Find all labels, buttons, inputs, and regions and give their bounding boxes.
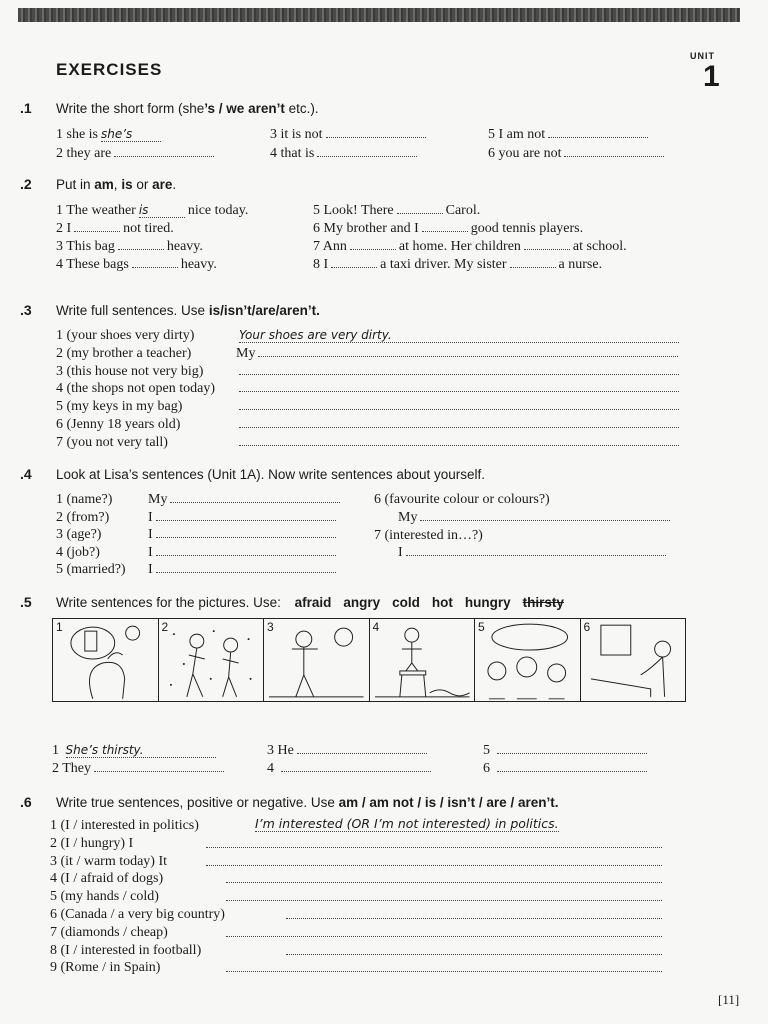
answer-line[interactable] <box>286 918 662 919</box>
item-prompt: (I / interested in football) <box>60 942 202 958</box>
item-text: at home. Her children <box>398 239 521 254</box>
item-number: 7 <box>50 924 57 940</box>
word-option-hot: hot <box>431 595 453 610</box>
item-prompt: (I / interested in politics) <box>60 818 199 833</box>
item-text: that is <box>280 146 315 161</box>
answer-row <box>236 435 684 451</box>
item-number: 2 <box>56 146 63 161</box>
item-prompt: (my keys in my bag) <box>66 399 183 415</box>
fill-in-item <box>313 221 583 237</box>
about-yourself-item <box>56 562 126 578</box>
picture-sentence-item <box>267 743 430 759</box>
item-number: 3 <box>50 853 57 869</box>
item-prompt: (Canada / a very big country) <box>60 907 225 922</box>
answer-line[interactable] <box>524 239 570 250</box>
item-number: 1 <box>52 743 59 758</box>
exercise-5-instruction <box>56 595 576 610</box>
sentence-start: My <box>148 492 168 507</box>
item-number: 2 <box>50 835 57 851</box>
picture-4 <box>370 619 476 701</box>
item-prompt: (diamonds / cheap) <box>60 924 168 940</box>
sentence-start: They <box>62 761 92 776</box>
instr-part: Put in <box>56 177 95 192</box>
sentence-start: He <box>277 743 294 758</box>
item-number: 5 <box>56 562 63 577</box>
item-number: 2 <box>56 221 63 236</box>
true-sentence-item <box>50 943 201 959</box>
answer-row <box>236 364 684 380</box>
instr-part: or <box>132 177 153 192</box>
picture-1 <box>53 619 159 701</box>
sentence-start: I <box>398 545 403 560</box>
item-text: My brother and I <box>323 221 419 236</box>
answer-line[interactable] <box>286 954 662 955</box>
picture-3 <box>264 619 370 701</box>
handwritten-answer[interactable] <box>239 391 679 392</box>
answer-line[interactable] <box>206 865 662 866</box>
answer-line[interactable] <box>206 847 662 848</box>
about-yourself-item <box>374 492 550 508</box>
handwritten-answer[interactable] <box>114 156 214 157</box>
handwritten-answer[interactable] <box>564 156 664 157</box>
item-text: heavy. <box>166 239 203 254</box>
item-number: 7 <box>374 527 381 543</box>
item-prompt: (you not very tall) <box>66 434 168 450</box>
item-text: This bag <box>66 239 115 254</box>
instr-part: , <box>113 177 122 192</box>
handwritten-answer[interactable] <box>239 427 679 428</box>
answer-line[interactable] <box>226 900 662 901</box>
item-number: 3 <box>56 527 63 542</box>
decorative-top-bar <box>18 8 740 22</box>
word-option-afraid: afraid <box>294 595 332 610</box>
about-yourself-item <box>56 510 109 526</box>
handwritten-answer[interactable]: is <box>139 203 185 218</box>
instr-part: Write true sentences, positive or negative. Use <box>56 795 339 810</box>
answer-row <box>236 328 684 344</box>
item-number: 2 <box>56 509 63 525</box>
item-number: 4 <box>56 381 63 397</box>
handwritten-answer[interactable]: She’s thirsty. <box>66 743 216 758</box>
handwritten-answer[interactable] <box>239 374 679 375</box>
fill-in-item <box>56 221 174 237</box>
item-number: 1 <box>56 127 63 142</box>
prompt-item <box>56 364 203 380</box>
picture-6 <box>581 619 686 701</box>
item-number: 4 <box>56 544 63 560</box>
item-prompt: (interested in…?) <box>384 527 483 543</box>
item-text: nice today. <box>187 203 249 218</box>
handwritten-answer[interactable] <box>331 267 377 268</box>
item-number: 1 <box>56 203 63 218</box>
item-number: 5 <box>313 203 320 218</box>
item-number: 6 <box>483 761 490 776</box>
item-number: 6 <box>313 221 320 236</box>
handwritten-answer[interactable]: Your shoes are very dirty. <box>239 328 679 343</box>
item-number: 6 <box>50 907 57 922</box>
answer-row <box>148 527 339 543</box>
item-prompt: (my hands / cold) <box>60 889 159 905</box>
item-text: I <box>323 257 329 272</box>
fill-in-item <box>313 203 480 219</box>
item-text: you are not <box>498 146 562 161</box>
answer-line[interactable] <box>226 971 662 972</box>
exercise-6-instruction <box>56 795 558 810</box>
answer-line[interactable] <box>156 562 336 573</box>
true-sentence-item <box>50 907 225 923</box>
sentence-start: My <box>398 509 418 525</box>
handwritten-answer[interactable] <box>239 445 679 446</box>
handwritten-answer[interactable] <box>94 771 224 772</box>
item-prompt: (my brother a teacher) <box>66 345 192 361</box>
item-number: 3 <box>267 743 274 758</box>
answer-row <box>236 346 684 362</box>
picture-number: 6 <box>583 620 591 634</box>
about-yourself-item <box>56 527 101 543</box>
picture-sentence-item <box>267 761 434 777</box>
item-prompt: (it / warm today) <box>60 853 155 869</box>
item-number: 4 <box>56 257 63 272</box>
item-text: a nurse. <box>558 257 603 272</box>
item-number: 3 <box>270 127 277 142</box>
sentence-start: My <box>236 345 256 361</box>
answer-line[interactable] <box>156 510 336 521</box>
answer-row <box>236 417 684 433</box>
sentence-start: I <box>148 527 153 542</box>
handwritten-answer[interactable] <box>397 213 443 214</box>
about-yourself-item <box>56 492 112 508</box>
picture-number: 3 <box>267 620 274 634</box>
handwritten-answer[interactable] <box>497 771 647 772</box>
handwritten-answer[interactable] <box>281 771 431 772</box>
item-prompt: (favourite colour or colours?) <box>384 492 550 507</box>
handwritten-answer[interactable] <box>422 231 468 232</box>
handwritten-answer[interactable]: she’s <box>101 127 161 142</box>
item-text: Look! There <box>323 203 394 218</box>
item-text: she is <box>66 127 98 142</box>
handwritten-answer[interactable] <box>239 409 679 410</box>
answer-row <box>236 381 684 397</box>
item-number: 6 <box>56 417 63 432</box>
unit-number: 1 <box>703 60 720 93</box>
prompt-item <box>56 399 182 415</box>
item-prompt: (job?) <box>66 544 100 560</box>
item-prompt: (I / afraid of dogs) <box>60 871 164 887</box>
item-prompt: (I / hungry) <box>60 835 126 851</box>
item-number: 3 <box>56 239 63 254</box>
item-number: 5 <box>483 743 490 758</box>
true-sentence-item <box>50 818 199 834</box>
picture-2 <box>159 619 265 701</box>
prompt-item <box>56 417 180 433</box>
item-number: 1 <box>56 328 63 343</box>
handwritten-answer[interactable] <box>118 249 164 250</box>
answer-line[interactable] <box>156 545 336 556</box>
item-number: 5 <box>50 889 57 905</box>
instr-words: is/isn’t/are/aren’t. <box>208 303 320 318</box>
item-text: Ann <box>322 239 347 254</box>
exercise-1-number: .1 <box>20 100 32 116</box>
true-sentence-item <box>50 889 159 905</box>
answer-row <box>148 545 339 561</box>
item-number: 7 <box>313 239 320 254</box>
item-text: a taxi driver. My sister <box>380 257 507 272</box>
instr-part: etc.). <box>284 101 319 116</box>
picture-5 <box>475 619 581 701</box>
true-sentence-item <box>50 836 133 852</box>
item-number: 3 <box>56 363 63 379</box>
exercise-2-instruction <box>56 177 176 192</box>
handwritten-answer[interactable] <box>326 137 426 138</box>
picture-sentence-item <box>52 761 227 777</box>
handwritten-answer[interactable] <box>548 137 648 138</box>
answer-line[interactable] <box>510 257 556 268</box>
word-option-hungry: hungry <box>464 595 511 610</box>
instr-part: aren’t <box>248 101 285 116</box>
short-form-item <box>56 146 217 162</box>
item-text: they are <box>66 146 112 161</box>
item-number: 1 <box>50 818 57 833</box>
prompt-item <box>56 435 168 451</box>
exercise-3-instruction <box>56 303 320 318</box>
word-option-angry: angry <box>343 595 381 610</box>
handwritten-answer[interactable] <box>350 249 396 250</box>
answer-line[interactable] <box>420 510 670 521</box>
answer-row <box>398 510 673 526</box>
item-number: 4 <box>270 146 277 161</box>
item-prompt: (your shoes very dirty) <box>66 328 195 343</box>
answer-row <box>148 492 343 508</box>
item-number: 2 <box>56 345 63 361</box>
item-prompt: (married?) <box>66 562 126 577</box>
about-yourself-item <box>56 545 100 561</box>
picture-sentence-item <box>483 761 650 777</box>
item-text: I <box>66 221 72 236</box>
handwritten-answer[interactable] <box>74 231 120 232</box>
item-prompt: (this house not very big) <box>66 363 204 379</box>
answer-line[interactable] <box>226 936 662 937</box>
fill-in-item <box>313 239 627 255</box>
item-text: The weather <box>66 203 136 218</box>
picture-number: 5 <box>478 620 485 634</box>
instr-part: . <box>172 177 177 192</box>
fill-in-item <box>56 239 203 255</box>
item-number: 4 <box>50 871 57 887</box>
prompt-item <box>56 381 215 397</box>
item-number: 8 <box>50 942 57 958</box>
true-sentence-item <box>50 925 168 941</box>
word-am: am <box>94 177 114 192</box>
answer-line[interactable] <box>226 882 662 883</box>
item-prompt: (age?) <box>66 527 102 542</box>
page-number: [11] <box>718 992 740 1007</box>
item-prompt: (the shops not open today) <box>66 381 216 397</box>
handwritten-answer[interactable] <box>132 267 178 268</box>
word-option-cold: cold <box>392 595 420 610</box>
exercise-6-number: .6 <box>20 794 32 810</box>
item-text: heavy. <box>180 257 217 272</box>
item-prompt: (Jenny 18 years old) <box>66 417 181 432</box>
exercise-4-instruction: Look at Lisa’s sentences (Unit 1A). Now write sentences about yourself. <box>56 467 485 482</box>
item-number: 7 <box>56 434 63 450</box>
item-number: 2 <box>52 761 59 776</box>
item-text: it is not <box>280 127 323 142</box>
picture-strip <box>52 618 686 702</box>
picture-sentence-item <box>52 743 219 759</box>
word-option-thirsty: thirsty <box>522 595 564 610</box>
short-form-item <box>488 127 651 143</box>
answer-row <box>236 399 684 415</box>
picture-number: 2 <box>161 620 169 634</box>
item-number: 5 <box>56 399 63 415</box>
handwritten-answer[interactable] <box>258 356 678 357</box>
sentence-start: I <box>148 544 153 560</box>
item-number: 1 <box>56 492 63 507</box>
true-sentence-item <box>50 854 167 870</box>
item-text: Carol. <box>445 203 481 218</box>
answer-row <box>398 545 669 561</box>
unit-label: UNIT <box>690 51 715 61</box>
handwritten-answer[interactable] <box>297 753 427 754</box>
page-title: EXERCISES <box>56 60 163 79</box>
item-text: not tired. <box>123 221 174 236</box>
exercise-5-number: .5 <box>20 594 32 610</box>
picture-number: 4 <box>372 620 380 634</box>
exercise-1-instruction <box>56 101 319 116</box>
handwritten-answer: I’m interested (OR I’m not interested) in politics. <box>255 816 559 831</box>
item-text: good tennis players. <box>470 221 584 236</box>
answer-row <box>148 510 339 526</box>
sentence-start: I <box>148 562 153 577</box>
instr-part: Write sentences for the pictures. Use: <box>56 595 281 610</box>
item-number: 4 <box>267 761 274 776</box>
exercise-4-number: .4 <box>20 466 32 482</box>
exercise-2-number: .2 <box>20 176 32 192</box>
sentence-start: I <box>128 835 134 851</box>
sentence-start: I <box>148 509 153 525</box>
handwritten-answer[interactable] <box>317 156 417 157</box>
item-prompt: (Rome / in Spain) <box>60 960 161 976</box>
item-number: 6 <box>374 492 381 507</box>
answer-row <box>148 562 339 578</box>
afraid-man-on-chair-illustration <box>370 619 475 701</box>
sentence-start: It <box>158 853 168 869</box>
prompt-item <box>56 328 194 344</box>
item-text: I am not <box>498 127 546 142</box>
fill-in-item <box>56 257 217 273</box>
item-text: These bags <box>66 257 129 272</box>
handwritten-answer[interactable] <box>497 753 647 754</box>
answer-line[interactable] <box>156 527 336 538</box>
prompt-item <box>56 346 191 362</box>
short-form-item <box>488 146 667 162</box>
instr-part: Write the short form (she <box>56 101 205 116</box>
hungry-children-illustration <box>475 619 580 701</box>
fill-in-item <box>56 203 248 219</box>
picture-sentence-item <box>483 743 650 759</box>
word-are: are <box>152 177 173 192</box>
instr-part: ’s / we <box>204 101 249 116</box>
angry-woman-illustration <box>581 619 686 701</box>
word-is: is <box>121 177 133 192</box>
short-form-item <box>56 127 164 143</box>
cold-people-illustration <box>159 619 264 701</box>
item-text: at school. <box>572 239 627 254</box>
item-prompt: (from?) <box>66 509 110 525</box>
item-number: 9 <box>50 960 57 976</box>
picture-number: 1 <box>56 620 63 634</box>
item-number: 5 <box>488 127 495 142</box>
true-sentence-item <box>50 871 163 887</box>
about-yourself-item <box>374 528 483 544</box>
answer-line[interactable] <box>406 545 666 556</box>
true-sentence-item <box>50 960 160 976</box>
item-prompt: (name?) <box>66 492 113 507</box>
short-form-item <box>270 146 420 162</box>
item-number: 6 <box>488 146 495 161</box>
instr-part: Write full sentences. Use <box>56 303 209 318</box>
exercise-3-number: .3 <box>20 302 32 318</box>
item-number: 8 <box>313 257 320 272</box>
hot-man-illustration <box>264 619 369 701</box>
instr-words: am / am not / is / isn’t / are / aren’t. <box>338 795 559 810</box>
fill-in-item <box>313 257 602 273</box>
thirsty-woman-illustration <box>53 619 158 701</box>
short-form-item <box>270 127 429 143</box>
answer-line[interactable] <box>170 492 340 503</box>
